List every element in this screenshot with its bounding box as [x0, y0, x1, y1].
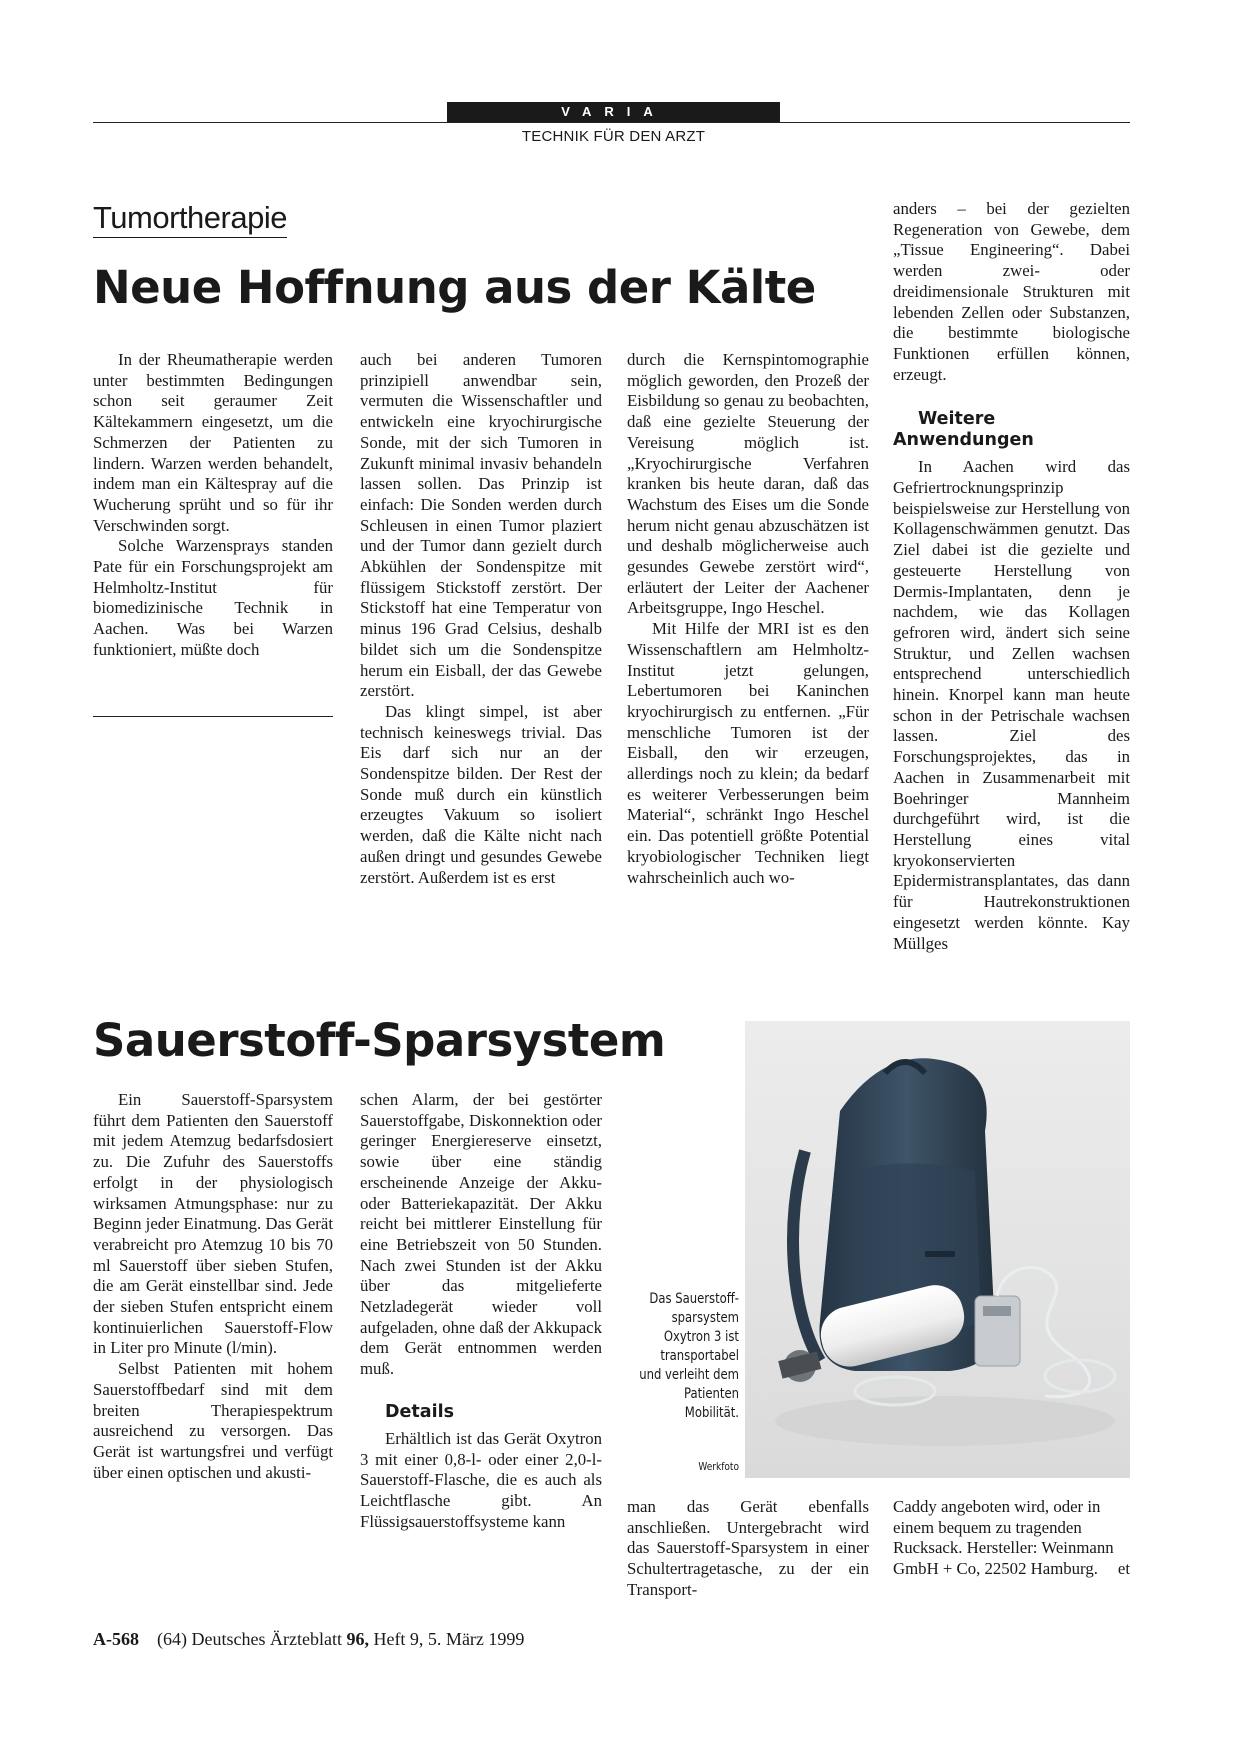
page-number: A-568 [93, 1629, 139, 1649]
subheading-weitere-anwendungen: Weitere Anwendungen [893, 409, 1034, 451]
article2-column-3 [627, 1497, 869, 1601]
paragraph: In der Rheumatherapie werden unter bestimmten Bedingungen schon seit geraumer Zeit Kältekammern eingesetzt, um die Schmerzen der Patienten zu lindern. Warzen werden behandelt, indem man ein Kältespray auf die Wucherung sprüht und so für ihr Verschwinden sorgt. [93, 350, 333, 535]
section-band: VARIA [447, 102, 780, 122]
paragraph: schen Alarm, der bei gestörter Sauerstoffgabe, Diskonnektion oder geringer Energiereserve einsetzt, sowie über eine ständig erscheinende Anzeige der Akku- oder Batteriekapazität. Der Akku reicht bei mittlerer Einstellung für eine Betriebszeit von 50 Stunden. Nach zwei Stunden ist der Akku über das mitgelieferte Netzladegerät wieder voll aufgeladen, ohne daß der Akkupack dem Gerät entnommen werden muß. [360, 1090, 602, 1379]
paragraph: auch bei anderen Tumoren prinzipiell anwendbar sein, vermuten die Wissenschaftler und entwickeln eine kryochirurgische Sonde, mit der sich Tumoren in Zukunft minimal invasiv behandeln lassen sollen. Das Prinzip ist einfach: Die Sonden werden durch Schleusen in einen Tumor plaziert und der Tumor dann gezielt durch Abkühlen der Sondenspitze mit flüssigem Stickstoff zerstört. Der Stickstoff hat eine Temperatur von minus 196 Grad Celsius, deshalb bildet sich um die Sondenspitze herum ein Eisball, der das Gewebe zerstört. [360, 350, 602, 701]
article1-column-4 [893, 199, 1130, 954]
journal-issue: Heft 9, 5. März 1999 [373, 1629, 525, 1649]
article2-headline: Sauerstoff-Sparsystem [93, 1014, 666, 1067]
paragraph: man das Gerät ebenfalls anschließen. Untergebracht wird das Sauerstoff-Sparsystem in einer Schultertragetasche, zu der ein Transport- [627, 1497, 869, 1599]
column-end-rule [93, 716, 333, 717]
subsection-label: TECHNIK FÜR DEN ARZT [521, 128, 706, 145]
article1-kicker: Tumortherapie [93, 200, 287, 238]
header-rule [93, 122, 1130, 123]
author-signature: Kay Müllges [893, 912, 1130, 953]
paragraph: Caddy angeboten wird, oder in einem bequem zu tragenden Rucksack. Hersteller: Weinmann GmbH + Co, 22502 Hamburg. et [893, 1497, 1130, 1579]
paragraph: Ein Sauerstoff-Sparsystem führt dem Patienten den Sauerstoff mit jedem Atemzug bedarfsdosiert zu. Die Zufuhr des Sauerstoffs erfolgt in der physiologisch wirksamen Atmungsphase: nur zu Beginn jeder Einatmung. Das Gerät verabreicht pro Atemzug 10 bis 70 ml Sauerstoff über sieben Stufen, die am Gerät einstellbar sind. Jede der sieben Stufen entspricht einem kontinuierlichen Sauerstoff-Flow in Liter pro Minute (l/min). [93, 1090, 333, 1358]
article1-headline: Neue Hoffnung aus der Kälte [93, 261, 816, 314]
print-page-number: (64) [157, 1629, 187, 1649]
paragraph: Selbst Patienten mit hohem Sauerstoffbedarf sind mit dem breiten Therapiespektrum ausreichend zu versorgen. Das Gerät ist wartungsfrei und verfügt über einen optischen und akusti- [93, 1359, 333, 1482]
subheading-details: Details [385, 1401, 454, 1422]
paragraph: Das klingt simpel, ist aber technisch keineswegs trivial. Das Eis darf sich nur an der Sondenspitze bilden. Der Rest der Sonde muß durch ein künstlich erzeugtes Vakuum so isoliert werden, daß die Kälte nicht nach außen dringt und gesundes Gewebe zerstört. Außerdem ist es erst [360, 701, 602, 887]
paragraph: durch die Kernspintomographie möglich geworden, den Prozeß der Eisbildung so genau zu beobachten, daß eine gezielte Steuerung der Vereisung möglich ist. „Kryochirurgische Verfahren kranken bis heute daran, daß das Wachstum des Eises um die Sonde herum nicht genau abzuschätzen ist und deshalb möglicherweise auch gesundes Gewebe zerstört wird“, erläutert der Leiter der Aachener Arbeitsgruppe, Ingo Heschel. [627, 350, 869, 618]
photo-credit: Werkfoto [698, 1460, 739, 1473]
article1-column-2 [360, 350, 602, 888]
product-photo [745, 1021, 1130, 1478]
page-footer [93, 1629, 524, 1650]
logo-patch [925, 1251, 955, 1257]
journal-name: Deutsches Ärzteblatt [191, 1629, 342, 1649]
paragraph: Erhältlich ist das Gerät Oxytron 3 mit einer 0,8-l- oder einer 2,0-l-Sauerstoff-Flasche, die es auch als Leichtflasche gibt. An Flüssigsauerstoffsysteme kann [360, 1428, 602, 1531]
article2-column-2 [360, 1090, 602, 1532]
paragraph: Mit Hilfe der MRI ist es den Wissenschaftlern am Helmholtz-Institut jetzt gelungen, Lebertumoren bei Kaninchen kryochirurgisch zu entfernen. „Für menschliche Tumoren ist der Eisball, den wir erzeugen, allerdings noch zu klein; da bedarf es weiterer Verbesserungen beim Material“, schränkt Ingo Heschel ein. Das potentiell größte Potential kryobiologischer Techniken liegt wahrscheinlich auch wo- [627, 619, 869, 887]
paragraph: anders – bei der gezielten Regeneration von Gewebe, dem „Tissue Engineering“. Dabei werden zwei- oder dreidimensionale Strukturen mit lebenden Zellen oder Substanzen, die bestimmte biologische Funktionen erfüllen können, erzeugt. [893, 199, 1130, 384]
paragraph: In Aachen wird das Gefriertrocknungsprinzip beispielsweise zur Herstellung von Kollagenschwämmen genutzt. Das Ziel dabei ist die gezielte und gesteuerte Herstellung von Dermis-Implantaten, denn je nachdem, wie das Kollagen gefroren wird, ändert sich seine Struktur, und Zellen wachsen entsprechend unterschiedlich hinein. Knorpel kann man heute schon in der Petrischale wachsen lassen. Ziel des Forschungsprojektes, das in Aachen in Zusammenarbeit mit Boehringer Mannheim durchgeführt wird, ist die Herstellung eines vital kryokonservierten Epidermistransplantates, das dann für Hautrekonstruktionen eingesetzt werden könnte. Kay Müllges [893, 457, 1130, 953]
journal-volume: 96, [346, 1629, 369, 1649]
paragraph: Solche Warzensprays standen Pate für ein Forschungsprojekt am Helmholtz-Institut für biomedizinische Technik in Aachen. Was bei Warzen funktioniert, müßte doch [93, 536, 333, 659]
article1-column-1 [93, 350, 333, 661]
author-signature: et [1117, 1559, 1130, 1579]
article1-column-3 [627, 350, 869, 888]
article2-column-1 [93, 1090, 333, 1483]
oxytron-photo-illustration [745, 1021, 1130, 1478]
article2-column-4 [893, 1497, 1130, 1580]
photo-caption: Das Sauerstoff-sparsystem Oxytron 3 ist transportabel und verleiht dem Patienten Mobilität. [639, 1291, 739, 1421]
